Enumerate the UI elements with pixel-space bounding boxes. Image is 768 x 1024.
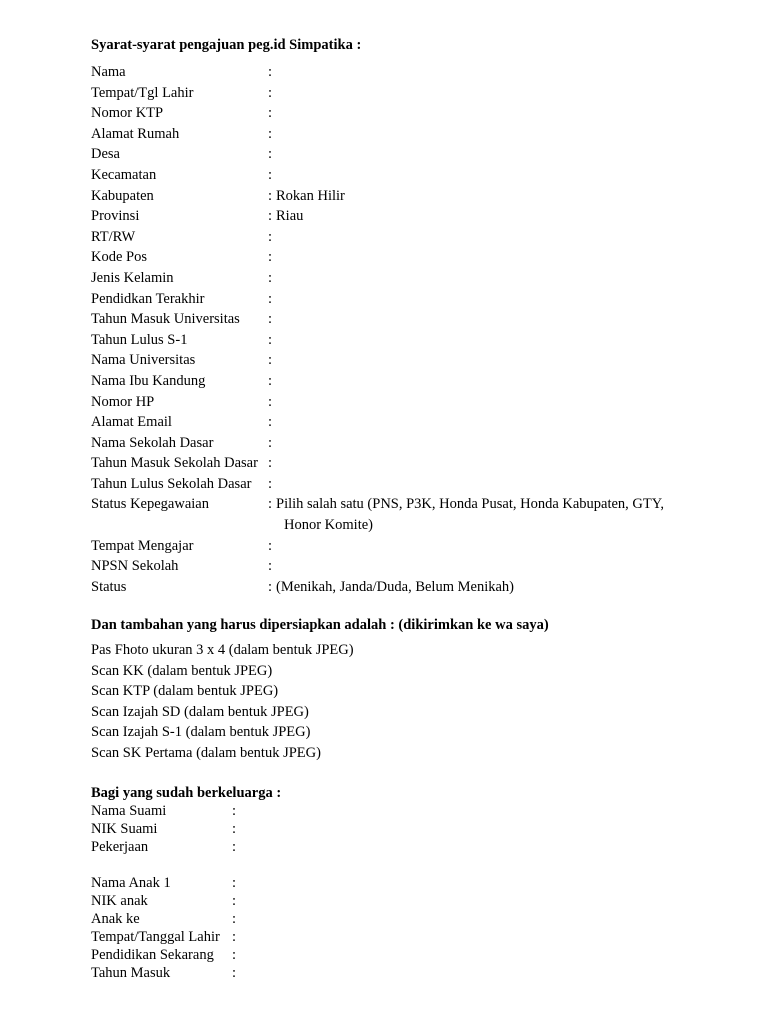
field-label: Pendidkan Terakhir xyxy=(91,290,205,307)
field-colon: : xyxy=(268,537,273,554)
field-value-text-continued: Honor Komite) xyxy=(284,517,373,534)
field-colon: : xyxy=(268,187,273,204)
field-label: Nama xyxy=(91,64,126,80)
field-value xyxy=(276,247,751,268)
field-label: Tahun Masuk Universitas xyxy=(91,311,240,328)
field-colon: : xyxy=(268,125,273,142)
field-label: NPSN Sekolah xyxy=(91,558,179,575)
field-value xyxy=(276,371,751,392)
form-row xyxy=(91,474,751,495)
field-colon: : xyxy=(268,249,273,266)
field-value xyxy=(276,412,751,433)
field-label: Alamat Rumah xyxy=(91,125,180,142)
field-colon: : xyxy=(268,146,273,163)
form-row xyxy=(91,103,751,124)
form-row xyxy=(91,433,751,454)
field-label: Nama Anak 1 xyxy=(91,875,171,891)
field-colon: : xyxy=(268,496,273,513)
field-value xyxy=(276,453,751,474)
form-row xyxy=(91,946,240,964)
field-label: Pekerjaan xyxy=(91,839,149,855)
field-colon: : xyxy=(268,84,273,101)
form-row xyxy=(91,62,751,83)
field-value xyxy=(276,268,751,289)
document-item: Scan SK Pertama (dalam bentuk JPEG) xyxy=(91,744,321,761)
field-value xyxy=(276,556,751,577)
field-label: Nama Universitas xyxy=(91,352,196,369)
field-value xyxy=(276,144,751,165)
field-value xyxy=(276,350,751,371)
page-title: Syarat-syarat pengajuan peg.id Simpatika : xyxy=(91,37,362,53)
field-label: Tahun Lulus Sekolah Dasar xyxy=(91,475,252,492)
form-row xyxy=(91,874,240,892)
field-colon: : xyxy=(268,269,273,286)
field-label: Tempat/Tgl Lahir xyxy=(91,84,194,101)
form-row xyxy=(91,392,751,413)
form-row xyxy=(91,820,240,838)
field-colon: : xyxy=(232,947,237,963)
field-value xyxy=(276,433,751,454)
field-value xyxy=(276,289,751,310)
family-section xyxy=(91,802,240,982)
form-row xyxy=(91,227,751,248)
field-label: Alamat Email xyxy=(91,414,172,431)
field-colon: : xyxy=(232,893,237,909)
form-row xyxy=(91,556,751,577)
field-value xyxy=(276,83,751,104)
field-value xyxy=(276,165,751,186)
field-colon: : xyxy=(268,558,273,575)
field-value xyxy=(276,103,751,124)
form-row xyxy=(91,268,751,289)
field-value xyxy=(276,206,751,227)
field-label: Kode Pos xyxy=(91,249,147,266)
field-colon: : xyxy=(268,372,273,389)
field-colon: : xyxy=(268,166,273,183)
form-row xyxy=(91,309,751,330)
form-row xyxy=(91,577,751,598)
field-colon: : xyxy=(268,105,273,122)
form-row xyxy=(91,371,751,392)
field-label: Status xyxy=(91,578,127,595)
field-label: Kecamatan xyxy=(91,166,157,183)
field-colon: : xyxy=(268,64,273,80)
field-colon: : xyxy=(268,331,273,348)
field-value xyxy=(276,309,751,330)
field-label: Anak ke xyxy=(91,911,140,927)
field-value xyxy=(276,330,751,351)
field-colon: : xyxy=(232,803,237,819)
field-colon: : xyxy=(268,208,273,225)
field-colon: : xyxy=(268,393,273,410)
field-value-text: Pilih salah satu (PNS, P3K, Honda Pusat, Honda Kabupaten, GTY, xyxy=(276,496,664,513)
form-row xyxy=(91,206,751,227)
family-heading: Bagi yang sudah berkeluarga : xyxy=(91,785,282,801)
field-value xyxy=(276,186,751,207)
field-colon: : xyxy=(232,911,237,927)
field-value xyxy=(276,494,751,535)
field-value xyxy=(276,124,751,145)
field-label: Kabupaten xyxy=(91,187,154,204)
field-label: Tahun Masuk xyxy=(91,965,171,981)
field-colon: : xyxy=(268,475,273,492)
form-row xyxy=(91,83,751,104)
field-colon: : xyxy=(268,228,273,245)
field-label: Tahun Lulus S-1 xyxy=(91,331,188,348)
form-row xyxy=(91,964,240,982)
field-value xyxy=(276,227,751,248)
field-value-text: Rokan Hilir xyxy=(276,187,345,204)
form-row xyxy=(91,928,240,946)
field-label: Nomor KTP xyxy=(91,105,164,122)
field-value xyxy=(276,392,751,413)
form-row xyxy=(91,802,240,820)
field-value xyxy=(276,536,751,557)
field-label: Desa xyxy=(91,146,120,163)
field-label: NIK anak xyxy=(91,893,148,909)
form-row xyxy=(91,536,751,557)
field-value xyxy=(276,62,751,83)
field-colon: : xyxy=(232,965,237,981)
field-label: Nama Suami xyxy=(91,803,167,819)
field-colon: : xyxy=(268,290,273,307)
documents-heading: Dan tambahan yang harus dipersiapkan adalah : (dikirimkan ke wa saya) xyxy=(91,617,549,633)
documents-list xyxy=(91,640,354,764)
field-value xyxy=(276,474,751,495)
field-colon: : xyxy=(232,929,237,945)
form-row xyxy=(91,494,751,535)
field-label: Provinsi xyxy=(91,208,140,225)
form-row xyxy=(91,165,751,186)
form-row xyxy=(91,453,751,474)
form-row xyxy=(91,412,751,433)
field-label: Pendidikan Sekarang xyxy=(91,947,214,963)
field-colon: : xyxy=(232,839,237,855)
form-row xyxy=(91,350,751,371)
requirements-form xyxy=(91,62,751,597)
field-colon: : xyxy=(232,875,237,891)
field-label: Tempat Mengajar xyxy=(91,537,194,554)
form-row xyxy=(91,124,751,145)
document-item: Scan KK (dalam bentuk JPEG) xyxy=(91,662,273,679)
field-label: Tahun Masuk Sekolah Dasar xyxy=(91,455,258,472)
form-row xyxy=(91,838,240,856)
field-value xyxy=(276,577,751,598)
field-value-text: Riau xyxy=(276,208,304,225)
form-row xyxy=(91,289,751,310)
document-item: Scan KTP (dalam bentuk JPEG) xyxy=(91,683,279,700)
field-label: Nomor HP xyxy=(91,393,155,410)
field-label: Jenis Kelamin xyxy=(91,269,174,286)
document-item: Pas Fhoto ukuran 3 x 4 (dalam bentuk JPEG) xyxy=(91,642,354,658)
field-colon: : xyxy=(268,578,273,595)
field-value-text: (Menikah, Janda/Duda, Belum Menikah) xyxy=(276,578,514,595)
field-label: Nama Sekolah Dasar xyxy=(91,434,214,451)
field-label: NIK Suami xyxy=(91,821,158,837)
field-label: Nama Ibu Kandung xyxy=(91,372,206,389)
field-colon: : xyxy=(268,414,273,431)
form-row xyxy=(91,330,751,351)
document-item: Scan Izajah S-1 (dalam bentuk JPEG) xyxy=(91,724,311,741)
field-colon: : xyxy=(268,311,273,328)
spacer xyxy=(91,856,240,874)
form-row xyxy=(91,892,240,910)
document-item: Scan Izajah SD (dalam bentuk JPEG) xyxy=(91,703,309,720)
form-row xyxy=(91,186,751,207)
field-colon: : xyxy=(268,434,273,451)
field-label: Tempat/Tanggal Lahir xyxy=(91,929,220,945)
form-row xyxy=(91,144,751,165)
field-colon: : xyxy=(268,455,273,472)
field-label: Status Kepegawaian xyxy=(91,496,209,513)
field-colon: : xyxy=(268,352,273,369)
field-colon: : xyxy=(232,821,237,837)
field-label: RT/RW xyxy=(91,228,136,245)
form-row xyxy=(91,910,240,928)
form-row xyxy=(91,247,751,268)
